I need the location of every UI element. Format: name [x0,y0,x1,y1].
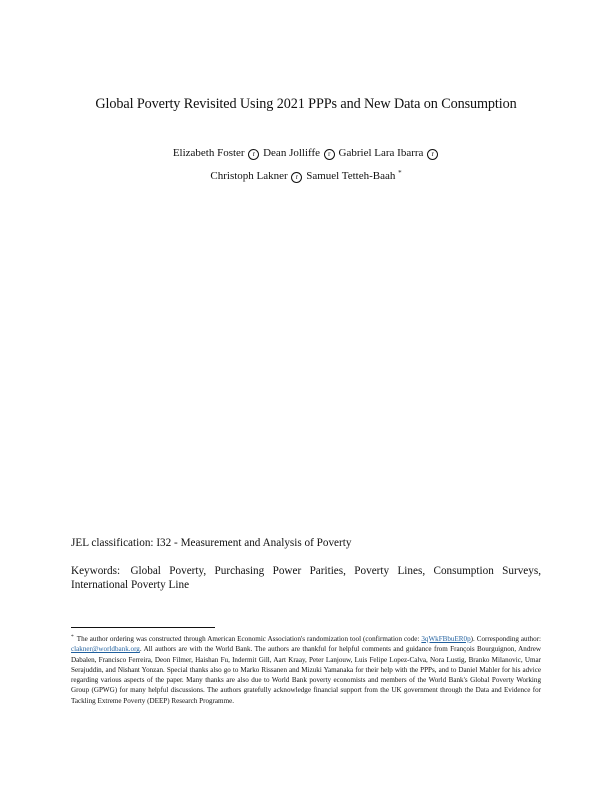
orcid-icon[interactable]: r [291,172,302,183]
confirmation-code-link[interactable]: 3qWkFBbuER0p [421,635,471,643]
author-name: Elizabeth Foster [172,147,245,159]
author-name: Gabriel Lara Ibarra [338,147,424,159]
orcid-icon[interactable]: r [248,149,259,160]
jel-classification: JEL classification: I32 - Measurement and Analysis of Poverty [71,537,352,549]
keywords-text: Global Poverty, Purchasing Power Parities, Poverty Lines, Consumption Surveys, International Poverty Line [71,565,541,591]
footnote-text-1: The author ordering was constructed through American Economic Association's randomization tool (confirmation code: [76,635,422,643]
footnote-text-3: . All authors are with the World Bank. The authors are thankful for helpful comments and guidance from François Bourguignon, Andrew Dabalen, Francisco Ferreira, Deon Filmer, Haishan Fu, Indermit Gill, Aart Kraay, Peter Lanjouw, Luis Felipe Lopez-Calva, Nora Lustig, Branko Milanovic, Umar Serajuddin, and Nishant Yonzan. Special thanks also go to Marko Rissanen and Mizuki Yamanaka for their help with the PPPs, and to Daniel Mahler for his advice regarding various aspects of the paper. Many thanks are also due to World Bank poverty economists and members of the World Bank's Global Poverty Working Group (GPWG) for many helpful discussions. The authors gratefully acknowledge financial support from the UK government through the Data and Evidence for Tackling Extreme Poverty (DEEP) Research Programme. [71,645,541,705]
keywords-label: Keywords: [71,565,121,577]
paper-title: Global Poverty Revisited Using 2021 PPPs and New Data on Consumption [95,96,517,112]
email-link[interactable]: clakner@worldbank.org [71,645,140,654]
footnote [71,632,541,706]
author-name: Samuel Tetteh-Baah [306,170,396,182]
orcid-icon[interactable]: r [427,149,438,160]
footnote-marker: * [71,634,74,640]
author-name: Christoph Lakner [210,170,288,182]
footnote-divider [71,627,215,628]
author-line-2 [0,169,612,183]
author-footnote-marker: * [398,169,402,177]
keywords [71,564,541,592]
orcid-icon[interactable]: r [324,149,335,160]
author-line-1 [0,147,612,160]
footnote-text-2: ). Corresponding author: [470,635,541,643]
author-name: Dean Jolliffe [263,147,321,159]
